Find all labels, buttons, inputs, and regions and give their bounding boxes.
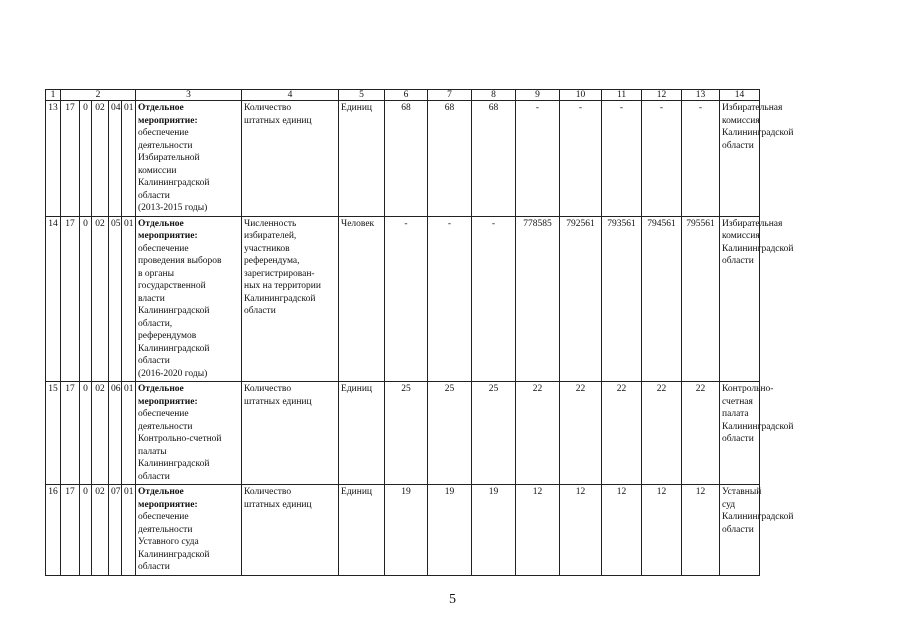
header-cell: 3: [136, 90, 242, 101]
header-cell: 8: [472, 90, 516, 101]
value-cell: -: [602, 101, 642, 217]
code-cell: 02: [92, 101, 109, 217]
value-cell: 793561: [602, 216, 642, 382]
header-cell: 10: [560, 90, 602, 101]
row-number: 13: [46, 101, 61, 217]
header-cell: 14: [720, 90, 760, 101]
indicator-text: Численность избирателей, участников референдума, зарегистрирован- ных на территории Калининградской области: [244, 218, 321, 316]
row-number: 16: [46, 485, 61, 576]
code-cell: 17: [61, 382, 80, 485]
header-cell: 5: [339, 90, 385, 101]
unit-cell: Человек: [339, 216, 385, 382]
value-cell: 12: [602, 485, 642, 576]
header-cell: 11: [602, 90, 642, 101]
table-row: [46, 485, 858, 576]
row-number: 14: [46, 216, 61, 382]
value-cell: 22: [642, 382, 682, 485]
table-row: [46, 101, 858, 217]
event-description: обеспечение деятельности Избирательной комиссии Калининградской области (2013-2015 годы): [138, 128, 210, 213]
unit-cell: Единиц: [339, 101, 385, 217]
value-cell: 792561: [560, 216, 602, 382]
value-cell: 12: [516, 485, 560, 576]
code-cell: 0: [80, 382, 92, 485]
code-cell: 0: [80, 216, 92, 382]
code-cell: 01: [122, 216, 136, 382]
value-cell: -: [472, 216, 516, 382]
event-title: Отдельное мероприятие:: [138, 218, 198, 241]
value-cell: 25: [472, 382, 516, 485]
header-cell: 6: [385, 90, 428, 101]
code-cell: 01: [122, 485, 136, 576]
header-cell: 13: [682, 90, 720, 101]
value-cell: 795561: [682, 216, 720, 382]
event-description: обеспечение деятельности Уставного суда Калининградской области: [138, 512, 210, 572]
value-cell: 12: [642, 485, 682, 576]
value-cell: -: [642, 101, 682, 217]
indicator-cell: [242, 216, 339, 382]
indicator-cell: [242, 485, 339, 576]
table-row: [46, 382, 858, 485]
event-title: Отдельное мероприятие:: [138, 384, 198, 407]
header-cell: 4: [242, 90, 339, 101]
executor-cell: [720, 101, 794, 217]
value-cell: 22: [682, 382, 720, 485]
value-cell: 794561: [642, 216, 682, 382]
code-cell: 01: [122, 101, 136, 217]
value-cell: 12: [560, 485, 602, 576]
value-cell: 68: [428, 101, 472, 217]
code-cell: 06: [109, 382, 122, 485]
code-cell: 17: [61, 485, 80, 576]
event-description: обеспечение деятельности Контрольно-счетной палаты Калининградской области: [138, 409, 222, 482]
value-cell: 778585: [516, 216, 560, 382]
executor-text: Избирательная комиссия Калининградской области: [722, 218, 794, 266]
executor-cell: [720, 485, 794, 576]
executor-cell: [720, 382, 794, 485]
program-indicators-table: [45, 89, 858, 576]
indicator-text: Количество штатных единиц: [244, 487, 312, 510]
executor-text: Контрольно- счетная палата Калининградской области: [722, 384, 794, 444]
code-cell: 0: [80, 485, 92, 576]
header-cell: 1: [46, 90, 61, 101]
executor-text: Уставный суд Калининградской области: [722, 487, 794, 535]
header-cell: 9: [516, 90, 560, 101]
indicator-cell: [242, 382, 339, 485]
code-cell: 05: [109, 216, 122, 382]
unit-cell: Единиц: [339, 485, 385, 576]
header-row: [46, 90, 858, 101]
indicator-cell: [242, 101, 339, 217]
event-cell: [136, 101, 242, 217]
event-cell: [136, 485, 242, 576]
code-cell: 02: [92, 485, 109, 576]
value-cell: 19: [385, 485, 428, 576]
code-cell: 02: [92, 382, 109, 485]
code-cell: 02: [92, 216, 109, 382]
value-cell: 25: [428, 382, 472, 485]
executor-text: Избирательная комиссия Калининградской области: [722, 103, 794, 151]
value-cell: 22: [560, 382, 602, 485]
page-number: 5: [449, 592, 456, 607]
code-cell: 07: [109, 485, 122, 576]
event-cell: [136, 216, 242, 382]
event-title: Отдельное мероприятие:: [138, 487, 198, 510]
value-cell: 19: [428, 485, 472, 576]
value-cell: -: [682, 101, 720, 217]
value-cell: 68: [385, 101, 428, 217]
value-cell: -: [385, 216, 428, 382]
unit-cell: Единиц: [339, 382, 385, 485]
indicator-text: Количество штатных единиц: [244, 103, 312, 126]
code-cell: 17: [61, 216, 80, 382]
code-cell: 01: [122, 382, 136, 485]
value-cell: 25: [385, 382, 428, 485]
event-title: Отдельное мероприятие:: [138, 103, 198, 126]
code-cell: 04: [109, 101, 122, 217]
table-row: [46, 216, 858, 382]
indicator-text: Количество штатных единиц: [244, 384, 312, 407]
value-cell: 22: [602, 382, 642, 485]
header-cell: 12: [642, 90, 682, 101]
event-description: обеспечение проведения выборов в органы государственной власти Калининградской области, референдумов Калининградской области (2016-2020 годы): [138, 243, 222, 379]
value-cell: -: [560, 101, 602, 217]
code-cell: 17: [61, 101, 80, 217]
value-cell: 12: [682, 485, 720, 576]
value-cell: 22: [516, 382, 560, 485]
header-cell: 2: [61, 90, 136, 101]
executor-cell: [720, 216, 794, 382]
value-cell: -: [516, 101, 560, 217]
value-cell: -: [428, 216, 472, 382]
row-number: 15: [46, 382, 61, 485]
value-cell: 68: [472, 101, 516, 217]
value-cell: 19: [472, 485, 516, 576]
header-cell: 7: [428, 90, 472, 101]
code-cell: 0: [80, 101, 92, 217]
event-cell: [136, 382, 242, 485]
